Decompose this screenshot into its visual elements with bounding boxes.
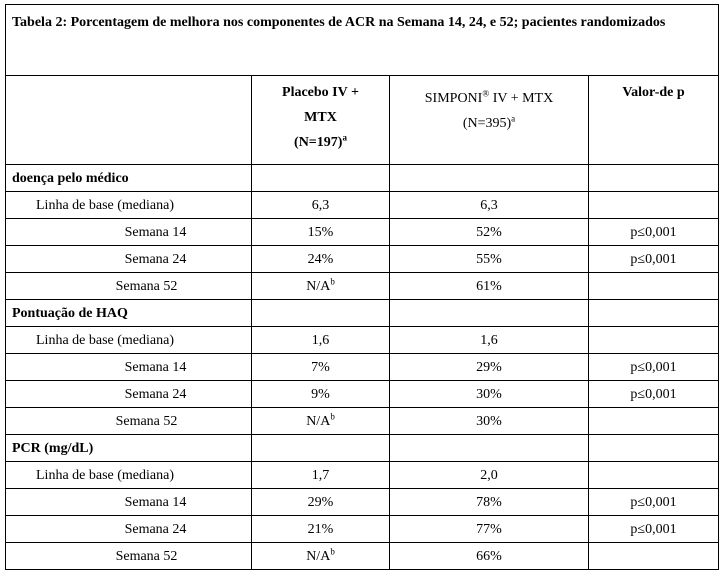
baseline-placebo-text: 1,6	[311, 332, 330, 348]
p-value-text: p≤0,001	[630, 251, 677, 267]
table-row	[6, 543, 719, 570]
table-row	[6, 273, 719, 300]
week-label-text: Semana 14	[124, 359, 187, 375]
p-value	[589, 543, 719, 570]
placebo-value	[252, 219, 390, 246]
week-label	[6, 543, 252, 570]
baseline-placebo-text: 6,3	[311, 197, 330, 213]
week-label-text: Semana 52	[115, 278, 178, 294]
simponi-value-text: 29%	[476, 359, 502, 375]
simponi-value-text: 61%	[476, 278, 502, 294]
header-simponi-line1	[396, 86, 582, 111]
simponi-value-text: 77%	[476, 521, 502, 537]
header-placebo-line2: MTX	[304, 110, 337, 125]
week-label-text: Semana 14	[124, 494, 187, 510]
week-label	[6, 219, 252, 246]
simponi-value	[390, 381, 589, 408]
week-label-text: Semana 52	[115, 413, 178, 429]
simponi-value	[390, 516, 589, 543]
simponi-value	[390, 219, 589, 246]
section-row	[6, 435, 719, 462]
placebo-value-text: N/A	[306, 278, 331, 294]
baseline-label-text: Linha de base (mediana)	[36, 467, 174, 483]
placebo-value	[252, 354, 390, 381]
simponi-value-text: 52%	[476, 224, 502, 240]
baseline-simponi-text: 2,0	[480, 467, 498, 483]
table-row	[6, 354, 719, 381]
table-row	[6, 381, 719, 408]
table-container	[5, 4, 718, 570]
section-label	[6, 300, 252, 327]
simponi-value-text: 78%	[476, 494, 502, 510]
placebo-value	[252, 408, 390, 435]
simponi-value-text: 66%	[476, 548, 502, 564]
p-value	[589, 381, 719, 408]
baseline-row	[6, 327, 719, 354]
table-title-row	[6, 5, 719, 76]
header-simponi-rest: IV + MTX	[489, 91, 554, 106]
section-empty-p	[589, 435, 719, 462]
placebo-value-text: 24%	[307, 251, 334, 267]
placebo-value-sup: b	[330, 545, 335, 556]
placebo-value-text: 21%	[307, 521, 334, 537]
section-row	[6, 165, 719, 192]
baseline-label-text: Linha de base (mediana)	[36, 197, 174, 213]
week-label	[6, 489, 252, 516]
table-row	[6, 219, 719, 246]
baseline-simponi-text: 6,3	[480, 197, 498, 213]
placebo-value-sup: b	[330, 410, 335, 421]
baseline-label-text: Linha de base (mediana)	[36, 332, 174, 348]
table-row	[6, 489, 719, 516]
section-empty-simponi	[390, 435, 589, 462]
simponi-value-text: 30%	[476, 386, 502, 402]
header-placebo-n-text: (N=197)	[294, 135, 343, 150]
placebo-value-text: N/A	[306, 413, 331, 429]
baseline-simponi-text: 1,6	[480, 332, 498, 348]
week-label	[6, 246, 252, 273]
week-label-text: Semana 14	[124, 224, 187, 240]
simponi-value	[390, 489, 589, 516]
header-placebo-sup: a	[342, 132, 347, 143]
baseline-row	[6, 462, 719, 489]
p-value-text: p≤0,001	[630, 521, 677, 537]
header-placebo	[252, 76, 390, 165]
p-value	[589, 219, 719, 246]
baseline-p	[589, 462, 719, 489]
section-empty-p	[589, 165, 719, 192]
section-empty-placebo	[252, 300, 390, 327]
baseline-label	[6, 327, 252, 354]
baseline-p	[589, 327, 719, 354]
placebo-value-text: N/A	[306, 548, 331, 564]
baseline-p	[589, 192, 719, 219]
section-empty-placebo	[252, 165, 390, 192]
section-row	[6, 300, 719, 327]
baseline-placebo	[252, 192, 390, 219]
placebo-value-text: 9%	[311, 386, 330, 402]
header-simponi-sup: a	[511, 113, 516, 124]
placebo-value-text: 15%	[307, 224, 334, 240]
section-label	[6, 165, 252, 192]
week-label	[6, 381, 252, 408]
section-empty-simponi	[390, 165, 589, 192]
header-simponi-reg: ®	[482, 88, 490, 99]
p-value-text: p≤0,001	[630, 359, 677, 375]
simponi-value-text: 55%	[476, 251, 502, 267]
simponi-value	[390, 246, 589, 273]
p-value	[589, 408, 719, 435]
placebo-value	[252, 273, 390, 300]
placebo-value	[252, 543, 390, 570]
placebo-value-text: 29%	[307, 494, 334, 510]
placebo-value-text: 7%	[311, 359, 330, 375]
placebo-value	[252, 516, 390, 543]
simponi-value	[390, 273, 589, 300]
baseline-simponi	[390, 192, 589, 219]
p-value-text: p≤0,001	[630, 494, 677, 510]
header-placebo-n	[258, 130, 383, 155]
table-title: Tabela 2: Porcentagem de melhora nos componentes de ACR na Semana 14, 24, e 52; pacientes randomizados	[6, 5, 719, 76]
acr-components-table	[5, 4, 719, 570]
p-value	[589, 273, 719, 300]
week-label-text: Semana 52	[115, 548, 178, 564]
section-empty-p	[589, 300, 719, 327]
header-simponi-n	[396, 111, 582, 136]
section-label-text: doença pelo médico	[12, 170, 129, 186]
placebo-value	[252, 489, 390, 516]
p-value	[589, 516, 719, 543]
table-row	[6, 516, 719, 543]
week-label	[6, 516, 252, 543]
p-value	[589, 354, 719, 381]
section-empty-placebo	[252, 435, 390, 462]
week-label-text: Semana 24	[124, 386, 187, 402]
section-label-text: PCR (mg/dL)	[12, 440, 94, 456]
baseline-label	[6, 462, 252, 489]
p-value-text: p≤0,001	[630, 224, 677, 240]
baseline-placebo	[252, 327, 390, 354]
baseline-simponi	[390, 462, 589, 489]
week-label	[6, 408, 252, 435]
section-empty-simponi	[390, 300, 589, 327]
table-row	[6, 408, 719, 435]
baseline-simponi	[390, 327, 589, 354]
header-empty-cell	[6, 76, 252, 165]
simponi-value-text: 30%	[476, 413, 502, 429]
baseline-label	[6, 192, 252, 219]
section-label	[6, 435, 252, 462]
p-value-text: p≤0,001	[630, 386, 677, 402]
section-label-text: Pontuação de HAQ	[12, 305, 128, 321]
week-label-text: Semana 24	[124, 521, 187, 537]
week-label	[6, 354, 252, 381]
header-pvalue: Valor-de p	[589, 76, 719, 165]
header-simponi-n-text: (N=395)	[462, 116, 512, 131]
week-label	[6, 273, 252, 300]
placebo-value	[252, 246, 390, 273]
header-placebo-line1: Placebo IV +	[282, 85, 359, 100]
table-row	[6, 246, 719, 273]
simponi-value	[390, 543, 589, 570]
header-simponi-name: SIMPONI	[424, 91, 483, 106]
baseline-placebo-text: 1,7	[311, 467, 330, 483]
baseline-row	[6, 192, 719, 219]
placebo-value-sup: b	[330, 275, 335, 286]
simponi-value	[390, 408, 589, 435]
simponi-value	[390, 354, 589, 381]
p-value	[589, 489, 719, 516]
table-header-row	[6, 76, 719, 165]
header-simponi	[390, 76, 589, 165]
week-label-text: Semana 24	[124, 251, 187, 267]
p-value	[589, 246, 719, 273]
baseline-placebo	[252, 462, 390, 489]
placebo-value	[252, 381, 390, 408]
